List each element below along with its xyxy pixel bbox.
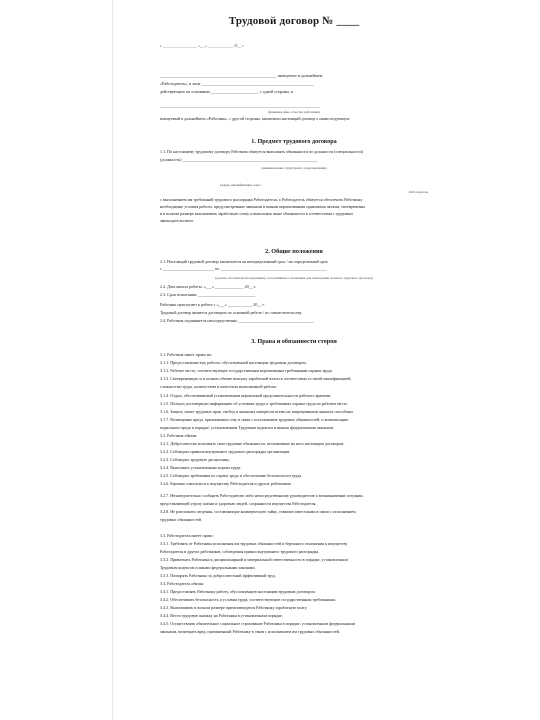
s1-line-1: 1.1. По настоящему трудовому договору Работник обязуется выполнять обязанности по должности (специальности) bbox=[160, 149, 364, 154]
s3-line-31: 3.4.3. Выплачивать в полном размере причитающуюся Работнику заработную плату. bbox=[160, 605, 308, 610]
document-title: Трудовой договор № ____ bbox=[228, 15, 360, 27]
s3-line-27: 3.3.3. Поощрять Работника за добросовестный эффективный труд. bbox=[160, 573, 277, 578]
s3-line-13: 3.2.2. Соблюдать правила внутреннего трудового распорядка организации. bbox=[160, 449, 291, 454]
s2-line-5: 2.3. Срок испытания: ____________________________ bbox=[160, 292, 256, 297]
s2-line-1: 2.1. Настоящий трудовой договор заключается на неопределенный срок / на определенный срок bbox=[160, 259, 328, 264]
s3-line-21: трудовых обязанностей. bbox=[160, 517, 203, 522]
s3-line-15: 3.2.4. Выполнять установленные нормы труда. bbox=[160, 465, 242, 470]
s3-line-7: 3.1.5. Полную достоверную информацию об условиях труда и требованиях охраны труда на рабочем месте. bbox=[160, 401, 348, 406]
s3-line-29: 3.4.1. Предоставлять Работнику работу, обусловленную настоящим трудовым договором. bbox=[160, 589, 316, 594]
s1-line-5: Работодатель bbox=[408, 190, 428, 194]
s3-line-20: 3.2.8. Не разглашать сведения, составляющие коммерческую тайну, ставшие известными в связи с исполнением bbox=[160, 509, 356, 514]
section-1-heading: 1. Предмет трудового договора bbox=[251, 138, 337, 145]
s1-line-3: (наименование структурного подразделения) bbox=[261, 166, 327, 170]
intro-line-5: именуемый в дальнейшем «Работник», с другой стороны, заключили настоящий договор о нижеследующем: bbox=[160, 116, 350, 121]
s3-line-2: 3.1.1. Предоставление ему работы, обусловленной настоящим трудовым договором. bbox=[160, 360, 307, 365]
s3-line-5: сложностью труда, количеством и качеством выполненной работы. bbox=[160, 384, 278, 389]
s3-line-26: Трудовым кодексом и иными федеральными законами. bbox=[160, 565, 256, 570]
s3-line-22: 3.3. Работодатель имеет право: bbox=[160, 533, 214, 538]
s3-line-33: 3.4.5. Осуществлять обязательное социальное страхование Работника в порядке, установленном федеральными bbox=[160, 621, 355, 626]
s3-line-32: 3.4.4. Вести трудовую книжку на Работника в установленном порядке. bbox=[160, 613, 284, 618]
s1-line-9: законодательством. bbox=[160, 218, 194, 223]
s3-line-18: 3.2.7. Незамедлительно сообщить Работодателю либо непосредственному руководителю о возникновении ситуации, bbox=[160, 493, 364, 498]
s2-line-7: Трудовой договор является договором по основной работе / по совместительству. bbox=[160, 310, 303, 315]
s3-line-24: Работодателя и других работников, соблюдения правил внутреннего трудового распорядка. bbox=[160, 549, 320, 554]
s1-line-2: (должность) __________________________________________________________________ bbox=[160, 157, 318, 162]
place-date-line: г. ___________________ «___» ______________ 20__ г. bbox=[160, 44, 244, 48]
s3-line-30: 3.4.2. Обеспечивать безопасность и условия труда, соответствующие государственным требованиям. bbox=[160, 597, 336, 602]
s1-line-8: и в полном размере выплачивать заработную плату и выполнять иные обязанности в соответствии с трудовым bbox=[160, 211, 353, 216]
s3-line-28: 3.4. Работодатель обязан: bbox=[160, 581, 205, 586]
s3-line-1: 3.1. Работник имеет право на: bbox=[160, 352, 212, 357]
section-3-heading: 3. Права и обязанности сторон bbox=[251, 338, 337, 345]
intro-line-4: ______________________________________________________________________________ bbox=[160, 103, 320, 108]
s2-line-3: (указать обстоятельства (причины), послужившие основанием для заключения срочного трудового договора) bbox=[215, 276, 373, 280]
intro-note: (фамилия, имя, отчество работника) bbox=[267, 110, 321, 114]
s2-line-4: 2.2. Дата начала работы: «___» ______________ 20__ г. bbox=[160, 284, 257, 289]
s2-line-6: Работник приступает к работе с «___» ____________ 20__ г. bbox=[160, 302, 265, 307]
s3-line-25: 3.3.2. Привлекать Работника к дисциплинарной и материальной ответственности в порядке, установленном bbox=[160, 557, 348, 562]
s3-line-34: законами, возмещать вред, причиненный Работнику в связи с исполнением им трудовых обязанностей. bbox=[160, 629, 340, 634]
intro-line-3: действующего на основании _______________________, с одной стороны, и bbox=[160, 89, 294, 94]
s3-line-16: 3.2.5. Соблюдать требования по охране труда и обеспечению безопасности труда. bbox=[160, 473, 303, 478]
s3-line-4: 3.1.3. Своевременную и в полном объеме выплату заработной платы в соответствии со своей квалификацией, bbox=[160, 376, 352, 381]
section-2-heading: 2. Общие положения bbox=[265, 248, 323, 255]
s3-line-9: 3.1.7. Возмещение вреда, причиненного ему в связи с исполнением трудовых обязанностей, и компенсацию bbox=[160, 417, 349, 422]
intro-line-1: _________________________________________________________ именуемое в дальнейшем bbox=[160, 73, 323, 78]
s1-line-7: необходимые условия работы, предусмотренные законами и иными нормативными правовыми актами, своевременно bbox=[160, 204, 366, 209]
s3-line-10: морального вреда в порядке, установленном Трудовым кодексом и иными федеральными законами. bbox=[160, 425, 334, 430]
s2-line-8: 2.4. Работник подчиняется непосредственно _____________________________________ bbox=[160, 318, 314, 323]
s3-line-23: 3.3.1. Требовать от Работника исполнения им трудовых обязанностей и бережного отношения к имуществу bbox=[160, 541, 348, 546]
s1-line-6: с выполнением им требований трудового распорядка Работодателя, а Работодатель обязуется обеспечить Работнику bbox=[160, 197, 363, 202]
s3-line-19: представляющей угрозу жизни и здоровью людей, сохранности имущества Работодателя. bbox=[160, 501, 317, 506]
s3-line-12: 3.2.1. Добросовестно исполнять свои трудовые обязанности, возложенные на него настоящим договором. bbox=[160, 441, 345, 446]
s3-line-17: 3.2.6. Бережно относиться к имуществу Работодателя и других работников. bbox=[160, 481, 292, 486]
s3-line-3: 3.1.2. Рабочее место, соответствующее государственным нормативным требованиям охраны труда. bbox=[160, 368, 333, 373]
s1-line-4: разряд, квалификация, класс bbox=[220, 183, 262, 187]
s3-line-14: 3.2.3. Соблюдать трудовую дисциплину. bbox=[160, 457, 230, 462]
page-margin-rule bbox=[112, 0, 113, 720]
s2-line-2: с _________________________ по ____________________________________________________ bbox=[160, 266, 327, 271]
s3-line-8: 3.1.6. Защиту своих трудовых прав, свобод и законных интересов всеми не запрещенными законом способами. bbox=[160, 409, 354, 414]
intro-line-2: «Работодатель», в лице _______________________________________________________ bbox=[160, 81, 315, 86]
s3-line-11: 3.2. Работник обязан: bbox=[160, 433, 198, 438]
s3-line-6: 3.1.4. Отдых, обеспечиваемый установлением нормальной продолжительности рабочего времени. bbox=[160, 393, 332, 398]
